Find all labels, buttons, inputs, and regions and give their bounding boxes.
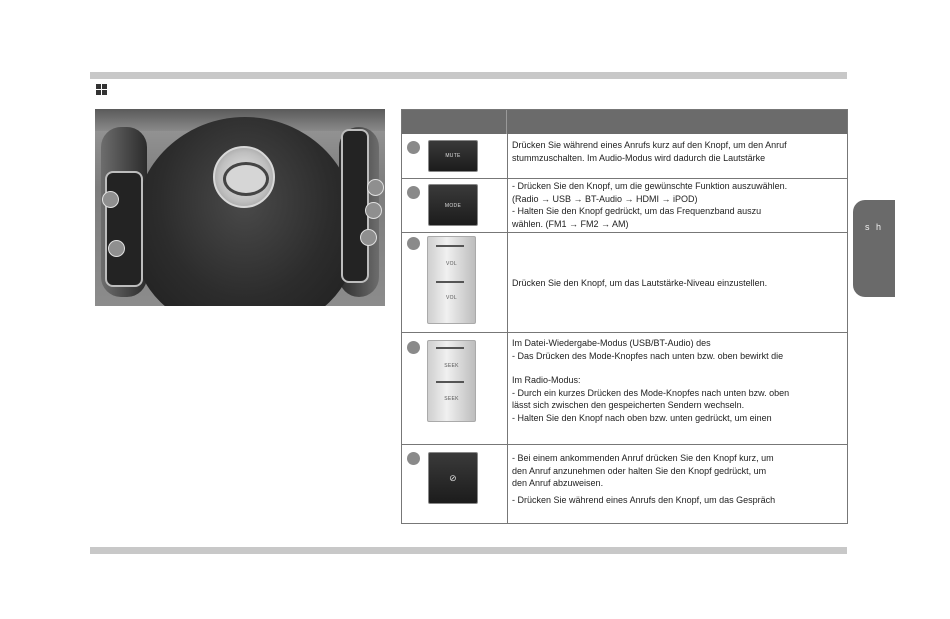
brand-badge bbox=[213, 146, 275, 208]
row-marker-1 bbox=[407, 141, 420, 154]
photo-marker-4 bbox=[102, 191, 119, 208]
chapter-side-tab[interactable] bbox=[853, 200, 895, 297]
row-3-description: Drücken Sie den Knopf, um das Lautstärke-Niveau einzustellen. bbox=[512, 278, 768, 288]
bottom-divider-bar bbox=[90, 547, 847, 554]
row-marker-5 bbox=[407, 452, 420, 465]
photo-marker-3 bbox=[108, 240, 125, 257]
seek-button-image: SEEK SEEK bbox=[427, 340, 476, 422]
phone-button-image bbox=[428, 452, 478, 504]
phone-icon: ⊘ bbox=[449, 473, 457, 483]
row-marker-3 bbox=[407, 237, 420, 250]
side-tab-label: s h bbox=[864, 222, 883, 232]
photo-marker-2 bbox=[365, 202, 382, 219]
steering-wheel-photo bbox=[95, 109, 385, 306]
top-divider-bar bbox=[90, 72, 847, 79]
row-marker-2 bbox=[407, 186, 420, 199]
row-2-description: - Drücken Sie den Knopf, um die gewünschte Funktion auszuwählen. (Radio → USB → BT-Audio → HDMI → iPOD) - Halten Sie den Knopf gedrückt, um das Frequenzband auszu wählen. (FM1 → FM2 → AM) bbox=[512, 181, 788, 229]
left-control-panel bbox=[105, 171, 143, 287]
mode-button-image: MODE bbox=[428, 184, 478, 226]
table-header bbox=[402, 110, 847, 134]
volume-button-image: VOL VOL bbox=[427, 236, 476, 324]
mute-button-image: MUTE bbox=[428, 140, 478, 172]
row-4-description: Im Datei-Wiedergabe-Modus (USB/BT-Audio) des - Das Drücken des Mode-Knopfes nach unten bzw. oben bewirkt die Im Radio-Modus: - Durch ein kurzes Drücken des Mode-Knopfes nach unten bzw. oben lässt sich zwischen den gespeicherten Sendern wechseln. - Halten Sie den Knopf nach oben bzw. unten gedrückt, um einen bbox=[512, 338, 790, 423]
photo-marker-1 bbox=[367, 179, 384, 196]
photo-marker-5 bbox=[360, 229, 377, 246]
controls-table bbox=[401, 109, 848, 524]
section-grid-icon bbox=[96, 84, 107, 95]
row-5-description: - Bei einem ankommenden Anruf drücken Sie den Knopf kurz, um den Anruf anzunehmen oder halten Sie den Knopf gedrückt, um den Anruf abzuweisen. - Drücken Sie während eines Anrufs den Knopf, um das Gespräch bbox=[512, 453, 776, 505]
row-marker-4 bbox=[407, 341, 420, 354]
row-1-description: Drücken Sie während eines Anrufs kurz auf den Knopf, um den Anruf stummzuschalten. Im Audio-Modus wird dadurch die Lautstärke bbox=[512, 140, 787, 163]
